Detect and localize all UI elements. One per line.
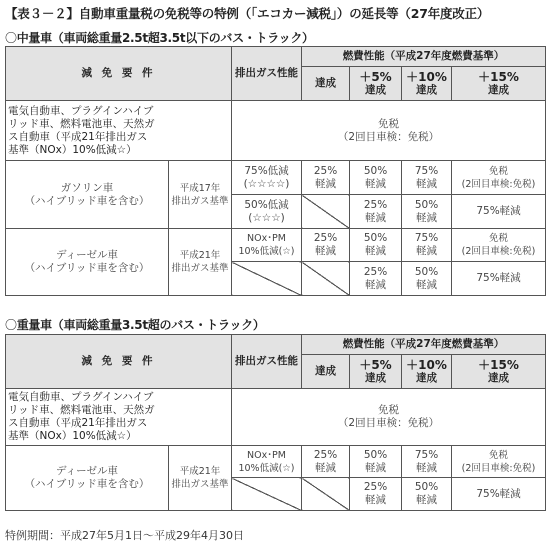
ev-exempt-cell: 免税 （2回目車検：免税） [232,101,546,161]
section2-heading [5,316,265,333]
ev-description: 電気自動車、プラグインハイブ リッド車、燃料電池車、天然ガ ス自動車（平成21年排出ガス 基準（NOx）10%低減☆） [6,389,232,446]
cell-exempt: 免税 (2回目車検:免税) [452,446,546,478]
cell-75-reduction: 75% 軽減 [402,229,452,262]
cell-25-reduction: 25% 軽減 [302,229,350,262]
cell-25-reduction: 25% 軽減 [350,262,402,296]
header-reduction-requirements: 減 免 要 件 [6,335,232,389]
cell-75-reduction: 75% 軽減 [402,446,452,478]
cell-50-reduction: 50% 軽減 [350,446,402,478]
header-plus5: ＋5% 達成 [350,355,402,389]
diesel-vehicle-label: ディーゼル車 （ハイブリッド車を含む） [6,446,169,511]
section1-marker: 〇 [5,31,17,45]
cell-75-reduction: 75% 軽減 [402,161,452,195]
section1-heading [5,29,314,46]
header-plus10: ＋10% 達成 [402,67,452,101]
cell-75-reduction: 75%軽減 [452,262,546,296]
header-fuel-performance: 燃費性能（平成27年度燃費基準） [302,335,546,355]
header-plus10: ＋10% 達成 [402,355,452,389]
page-title: 【表３－２】自動車重量税の免税等の特例（「エコカー減税」）の延長等（27年度改正） [5,6,490,21]
diesel-exhaust-standard: 平成21年 排出ガス基準 [169,229,232,296]
diagonal-empty-cell [302,478,350,511]
header-achieve: 達成 [302,67,350,101]
gasoline-level-75: 75%低減 (☆☆☆☆) [232,161,302,195]
cell-25-reduction: 25% 軽減 [302,446,350,478]
cell-50-reduction: 50% 軽減 [350,161,402,195]
diagonal-empty-cell [232,478,302,511]
ev-exempt-cell: 免税 （2回目車検：免税） [232,389,546,446]
header-exhaust-performance: 排出ガス性能 [232,335,302,389]
diagonal-empty-cell [302,195,350,229]
diagonal-empty-cell [232,262,302,296]
gasoline-vehicle-label: ガソリン車 （ハイブリッド車を含む） [6,161,169,229]
header-fuel-performance: 燃費性能（平成27年度燃費基準） [302,47,546,67]
header-plus15: ＋15% 達成 [452,67,546,101]
cell-exempt: 免税 (2回目車検:免税) [452,229,546,262]
gasoline-exhaust-standard: 平成17年 排出ガス基準 [169,161,232,229]
header-achieve: 達成 [302,355,350,389]
section1-heading-text: 中量車（車両総重量2.5t超3.5t以下のバス・トラック） [16,31,314,45]
cell-exempt: 免税 (2回目車検:免税) [452,161,546,195]
ev-description: 電気自動車、プラグインハイブ リッド車、燃料電池車、天然ガ ス自動車（平成21年排出ガス 基準（NOx）10%低減☆） [6,101,232,161]
table-heavy-vehicles [5,334,546,511]
cell-75-reduction: 75%軽減 [452,195,546,229]
cell-50-reduction: 50% 軽減 [350,229,402,262]
cell-50-reduction: 50% 軽減 [402,478,452,511]
table-medium-vehicles [5,46,546,296]
gasoline-level-50: 50%低減 (☆☆☆) [232,195,302,229]
header-reduction-requirements: 減 免 要 件 [6,47,232,101]
section2-heading-text: 重量車（車両総重量3.5t超のバス・トラック） [16,318,265,332]
cell-25-reduction: 25% 軽減 [350,478,402,511]
cell-25-reduction: 25% 軽減 [302,161,350,195]
special-period-note: 特例期間：平成27年5月1日～平成29年4月30日 [5,529,244,542]
cell-50-reduction: 50% 軽減 [402,195,452,229]
diesel-vehicle-label: ディーゼル車 （ハイブリッド車を含む） [6,229,169,296]
cell-50-reduction: 50% 軽減 [402,262,452,296]
diesel-exhaust-standard: 平成21年 排出ガス基準 [169,446,232,511]
section2-marker: 〇 [5,318,17,332]
diesel-level: NOx･PM 10%低減(☆) [232,229,302,262]
header-plus5: ＋5% 達成 [350,67,402,101]
header-plus15: ＋15% 達成 [452,355,546,389]
cell-75-reduction: 75%軽減 [452,478,546,511]
cell-25-reduction: 25% 軽減 [350,195,402,229]
diesel-level: NOx･PM 10%低減(☆) [232,446,302,478]
diagonal-empty-cell [302,262,350,296]
header-exhaust-performance: 排出ガス性能 [232,47,302,101]
